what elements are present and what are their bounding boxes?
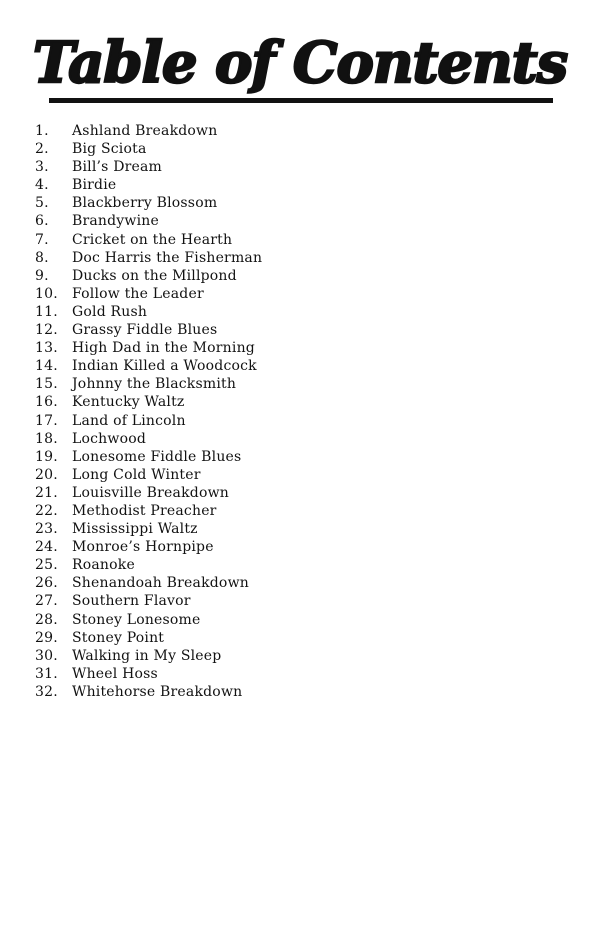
toc-item-number: 13. [35,340,58,357]
title-block [0,30,600,110]
toc-item-number: 29. [35,629,58,646]
toc-item-number: 10. [35,285,58,302]
toc-item-title: Walking in My Sleep [72,647,222,664]
toc-item-number: 23. [35,521,58,538]
toc-item-title: Johnny the Blacksmith [72,376,237,393]
toc-row [0,502,600,520]
toc-item-number: 20. [35,466,58,483]
toc-item-title: Lochwood [72,430,146,447]
toc-row [0,393,600,411]
toc-row [0,194,600,212]
toc-item-number: 19. [35,448,58,465]
toc-row [0,592,600,610]
toc-row [0,339,600,357]
toc-item-title: Stoney Point [72,629,165,646]
toc-item-title: Grassy Fiddle Blues [72,322,218,339]
toc-item-number: 14. [35,358,58,375]
toc-item-title: Blackberry Blossom [72,195,218,212]
toc-row [0,122,600,140]
toc-item-number: 16. [35,394,58,411]
toc-item-title: Whitehorse Breakdown [72,683,243,700]
toc-item-title: Shenandoah Breakdown [72,575,249,592]
toc-row [0,140,600,158]
toc-row [0,285,600,303]
toc-item-title: Doc Harris the Fisherman [72,249,263,266]
toc-row [0,321,600,339]
toc-item-title: Indian Killed a Woodcock [72,358,257,375]
toc-row [0,357,600,375]
toc-row [0,647,600,665]
toc-row [0,466,600,484]
toc-list [0,122,600,701]
title-underline [49,98,553,103]
toc-item-title: Bill’s Dream [72,159,163,176]
toc-row [0,629,600,647]
toc-item-title: Birdie [72,177,117,194]
toc-row [0,303,600,321]
toc-item-number: 15. [35,376,58,393]
toc-item-title: Ashland Breakdown [72,123,218,139]
toc-item-number: 5. [35,195,49,212]
toc-item-number: 27. [35,593,58,610]
toc-item-title: Ducks on the Millpond [72,267,237,284]
toc-row [0,231,600,249]
toc-item-number: 30. [35,647,58,664]
toc-row [0,375,600,393]
toc-item-title: Methodist Preacher [72,502,217,519]
toc-item-title: Louisville Breakdown [72,484,229,501]
toc-item-number: 7. [35,231,49,248]
toc-item-title: High Dad in the Morning [72,340,255,357]
toc-row [0,574,600,592]
toc-item-number: 24. [35,539,58,556]
toc-item-number: 21. [35,484,58,501]
toc-item-title: Cricket on the Hearth [72,231,233,248]
toc-row [0,611,600,629]
toc-item-title: Monroe’s Hornpipe [72,539,214,556]
toc-item-title: Stoney Lonesome [72,611,201,628]
toc-item-number: 31. [35,665,58,682]
toc-item-number: 26. [35,575,58,592]
toc-item-number: 17. [35,412,58,429]
toc-item-number: 1. [35,123,49,139]
toc-row [0,158,600,176]
toc-item-number: 22. [35,502,58,519]
toc-row [0,176,600,194]
toc-row [0,683,600,701]
toc-item-number: 11. [35,303,58,320]
toc-item-title: Lonesome Fiddle Blues [72,448,242,465]
toc-item-number: 2. [35,141,49,158]
toc-row [0,212,600,230]
toc-row [0,665,600,683]
toc-item-number: 6. [35,213,49,230]
toc-item-number: 8. [35,249,49,266]
toc-item-title: Follow the Leader [72,285,204,302]
toc-item-number: 25. [35,557,58,574]
toc-item-title: Gold Rush [72,303,148,320]
page-title: Table of Contents [32,30,568,96]
toc-item-number: 28. [35,611,58,628]
toc-item-number: 12. [35,322,58,339]
toc-item-title: Mississippi Waltz [72,521,198,538]
toc-row [0,430,600,448]
toc-item-number: 9. [35,267,49,284]
toc-row [0,448,600,466]
toc-item-title: Land of Lincoln [72,412,186,429]
toc-item-title: Wheel Hoss [72,665,158,682]
toc-item-title: Kentucky Waltz [72,394,185,411]
toc-row [0,538,600,556]
toc-item-title: Big Sciota [72,141,147,158]
toc-row [0,520,600,538]
toc-item-title: Long Cold Winter [72,466,201,483]
toc-item-title: Southern Flavor [72,593,191,610]
toc-row [0,249,600,267]
toc-row [0,267,600,285]
toc-item-number: 18. [35,430,58,447]
toc-item-title: Brandywine [72,213,159,230]
toc-item-number: 4. [35,177,49,194]
toc-row [0,484,600,502]
toc-item-number: 32. [35,683,58,700]
toc-row [0,412,600,430]
toc-item-number: 3. [35,159,49,176]
toc-item-title: Roanoke [72,557,135,574]
toc-row [0,556,600,574]
